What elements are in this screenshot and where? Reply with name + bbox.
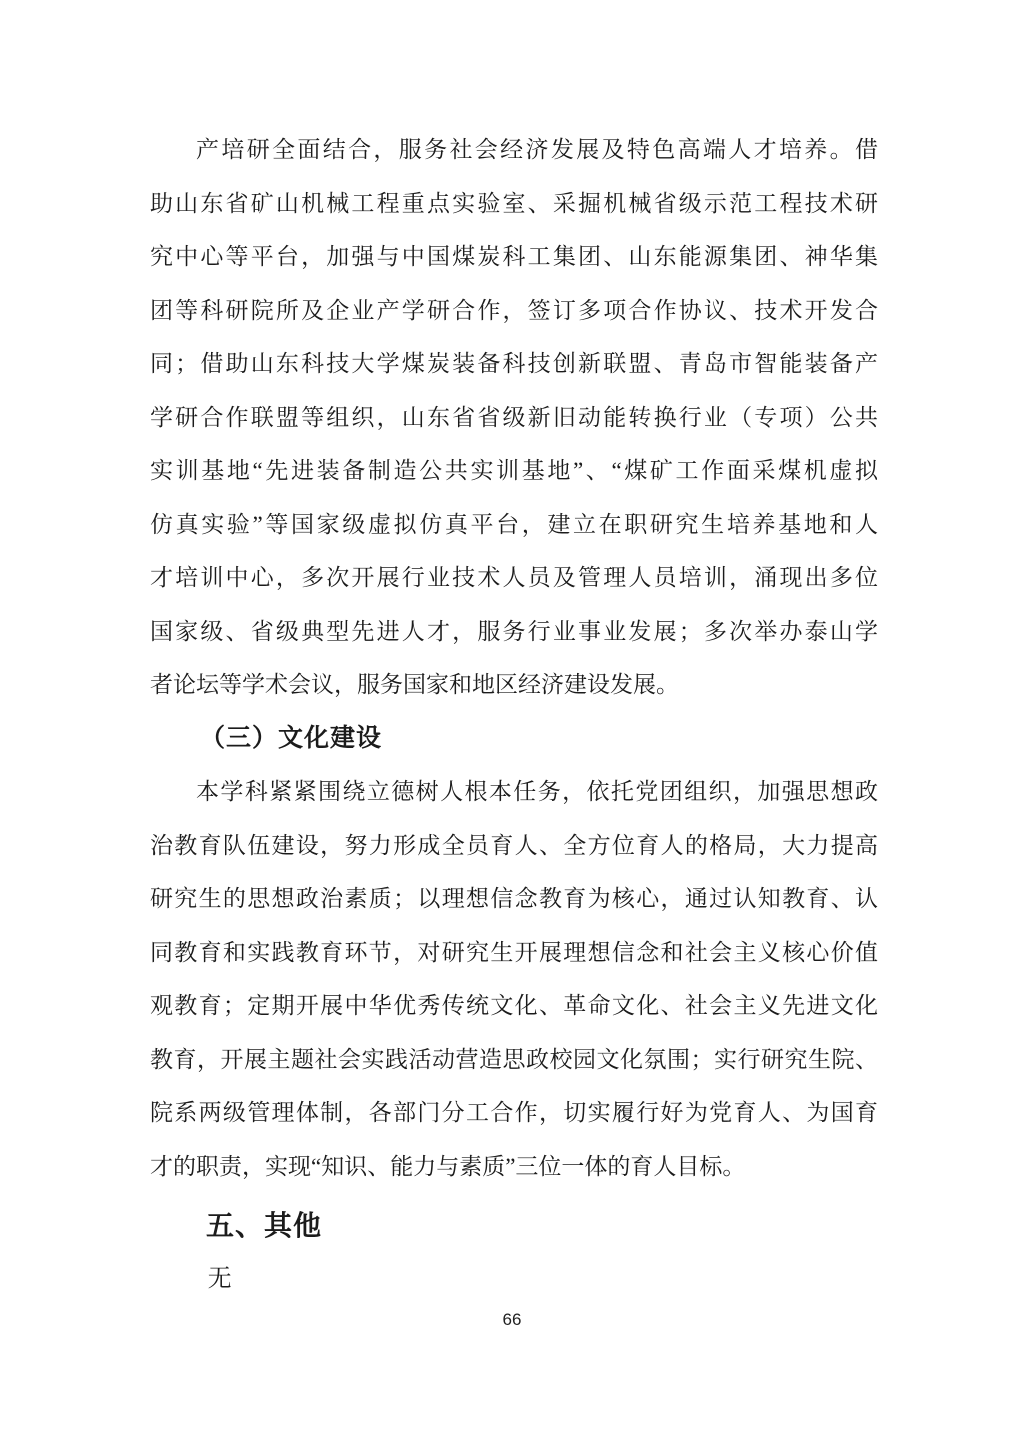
text-line: 教育，开展主题社会实践活动营造思政校园文化氛围；实行研究生院、 [150,1046,878,1072]
paragraph-industry-research-integration [150,123,878,712]
text-line: 本学科紧紧围绕立德树人根本任务，依托党团组织，加强思想政 [196,779,878,804]
text-line: 研究生的思想政治素质；以理想信念教育为核心，通过认知教育、认 [150,886,878,911]
text-line: 观教育；定期开展中华优秀传统文化、革命文化、社会主义先进文化 [150,993,878,1018]
paragraph-none: 无 [207,1265,232,1292]
paragraph-culture-construction [150,765,878,1193]
text-line: 究中心等平台，加强与中国煤炭科工集团、山东能源集团、神华集 [150,244,878,269]
text-line: 团等科研院所及企业产学研合作，签订多项合作协议、技术开发合 [150,297,878,323]
text-line: 才的职责，实现“知识、能力与素质”三位一体的育人目标。 [150,1153,746,1179]
page-content [150,123,878,1306]
text-line: 实训基地“先进装备制造公共实训基地”、“煤矿工作面采煤机虚拟 [150,458,878,483]
text-line: 才培训中心，多次开展行业技术人员及管理人员培训，涌现出多位 [150,565,878,590]
text-line: 助山东省矿山机械工程重点实验室、采掘机械省级示范工程技术研 [150,190,878,216]
text-line: 者论坛等学术会议，服务国家和地区经济建设发展。 [150,672,679,697]
text-line: 同教育和实践教育环节，对研究生开展理想信念和社会主义核心价值 [150,939,878,965]
text-line: 治教育队伍建设，努力形成全员育人、全方位育人的格局，大力提高 [150,832,878,858]
page-number: 66 [502,1310,522,1329]
text-line: 国家级、省级典型先进人才，服务行业事业发展；多次举办泰山学 [150,618,878,644]
heading-culture-construction: （三）文化建设 [200,723,383,752]
text-line: 院系两级管理体制，各部门分工合作，切实履行好为党育人、为国育 [150,1100,878,1125]
heading-section-other: 五、其他 [206,1210,323,1241]
text-line: 仿真实验”等国家级虚拟仿真平台，建立在职研究生培养基地和人 [150,511,878,537]
text-line: 产培研全面结合，服务社会经济发展及特色高端人才培养。借 [196,137,878,162]
text-line: 学研合作联盟等组织，山东省省级新旧动能转换行业（专项）公共 [150,404,878,430]
text-line: 同；借助山东科技大学煤炭装备科技创新联盟、青岛市智能装备产 [150,351,878,376]
